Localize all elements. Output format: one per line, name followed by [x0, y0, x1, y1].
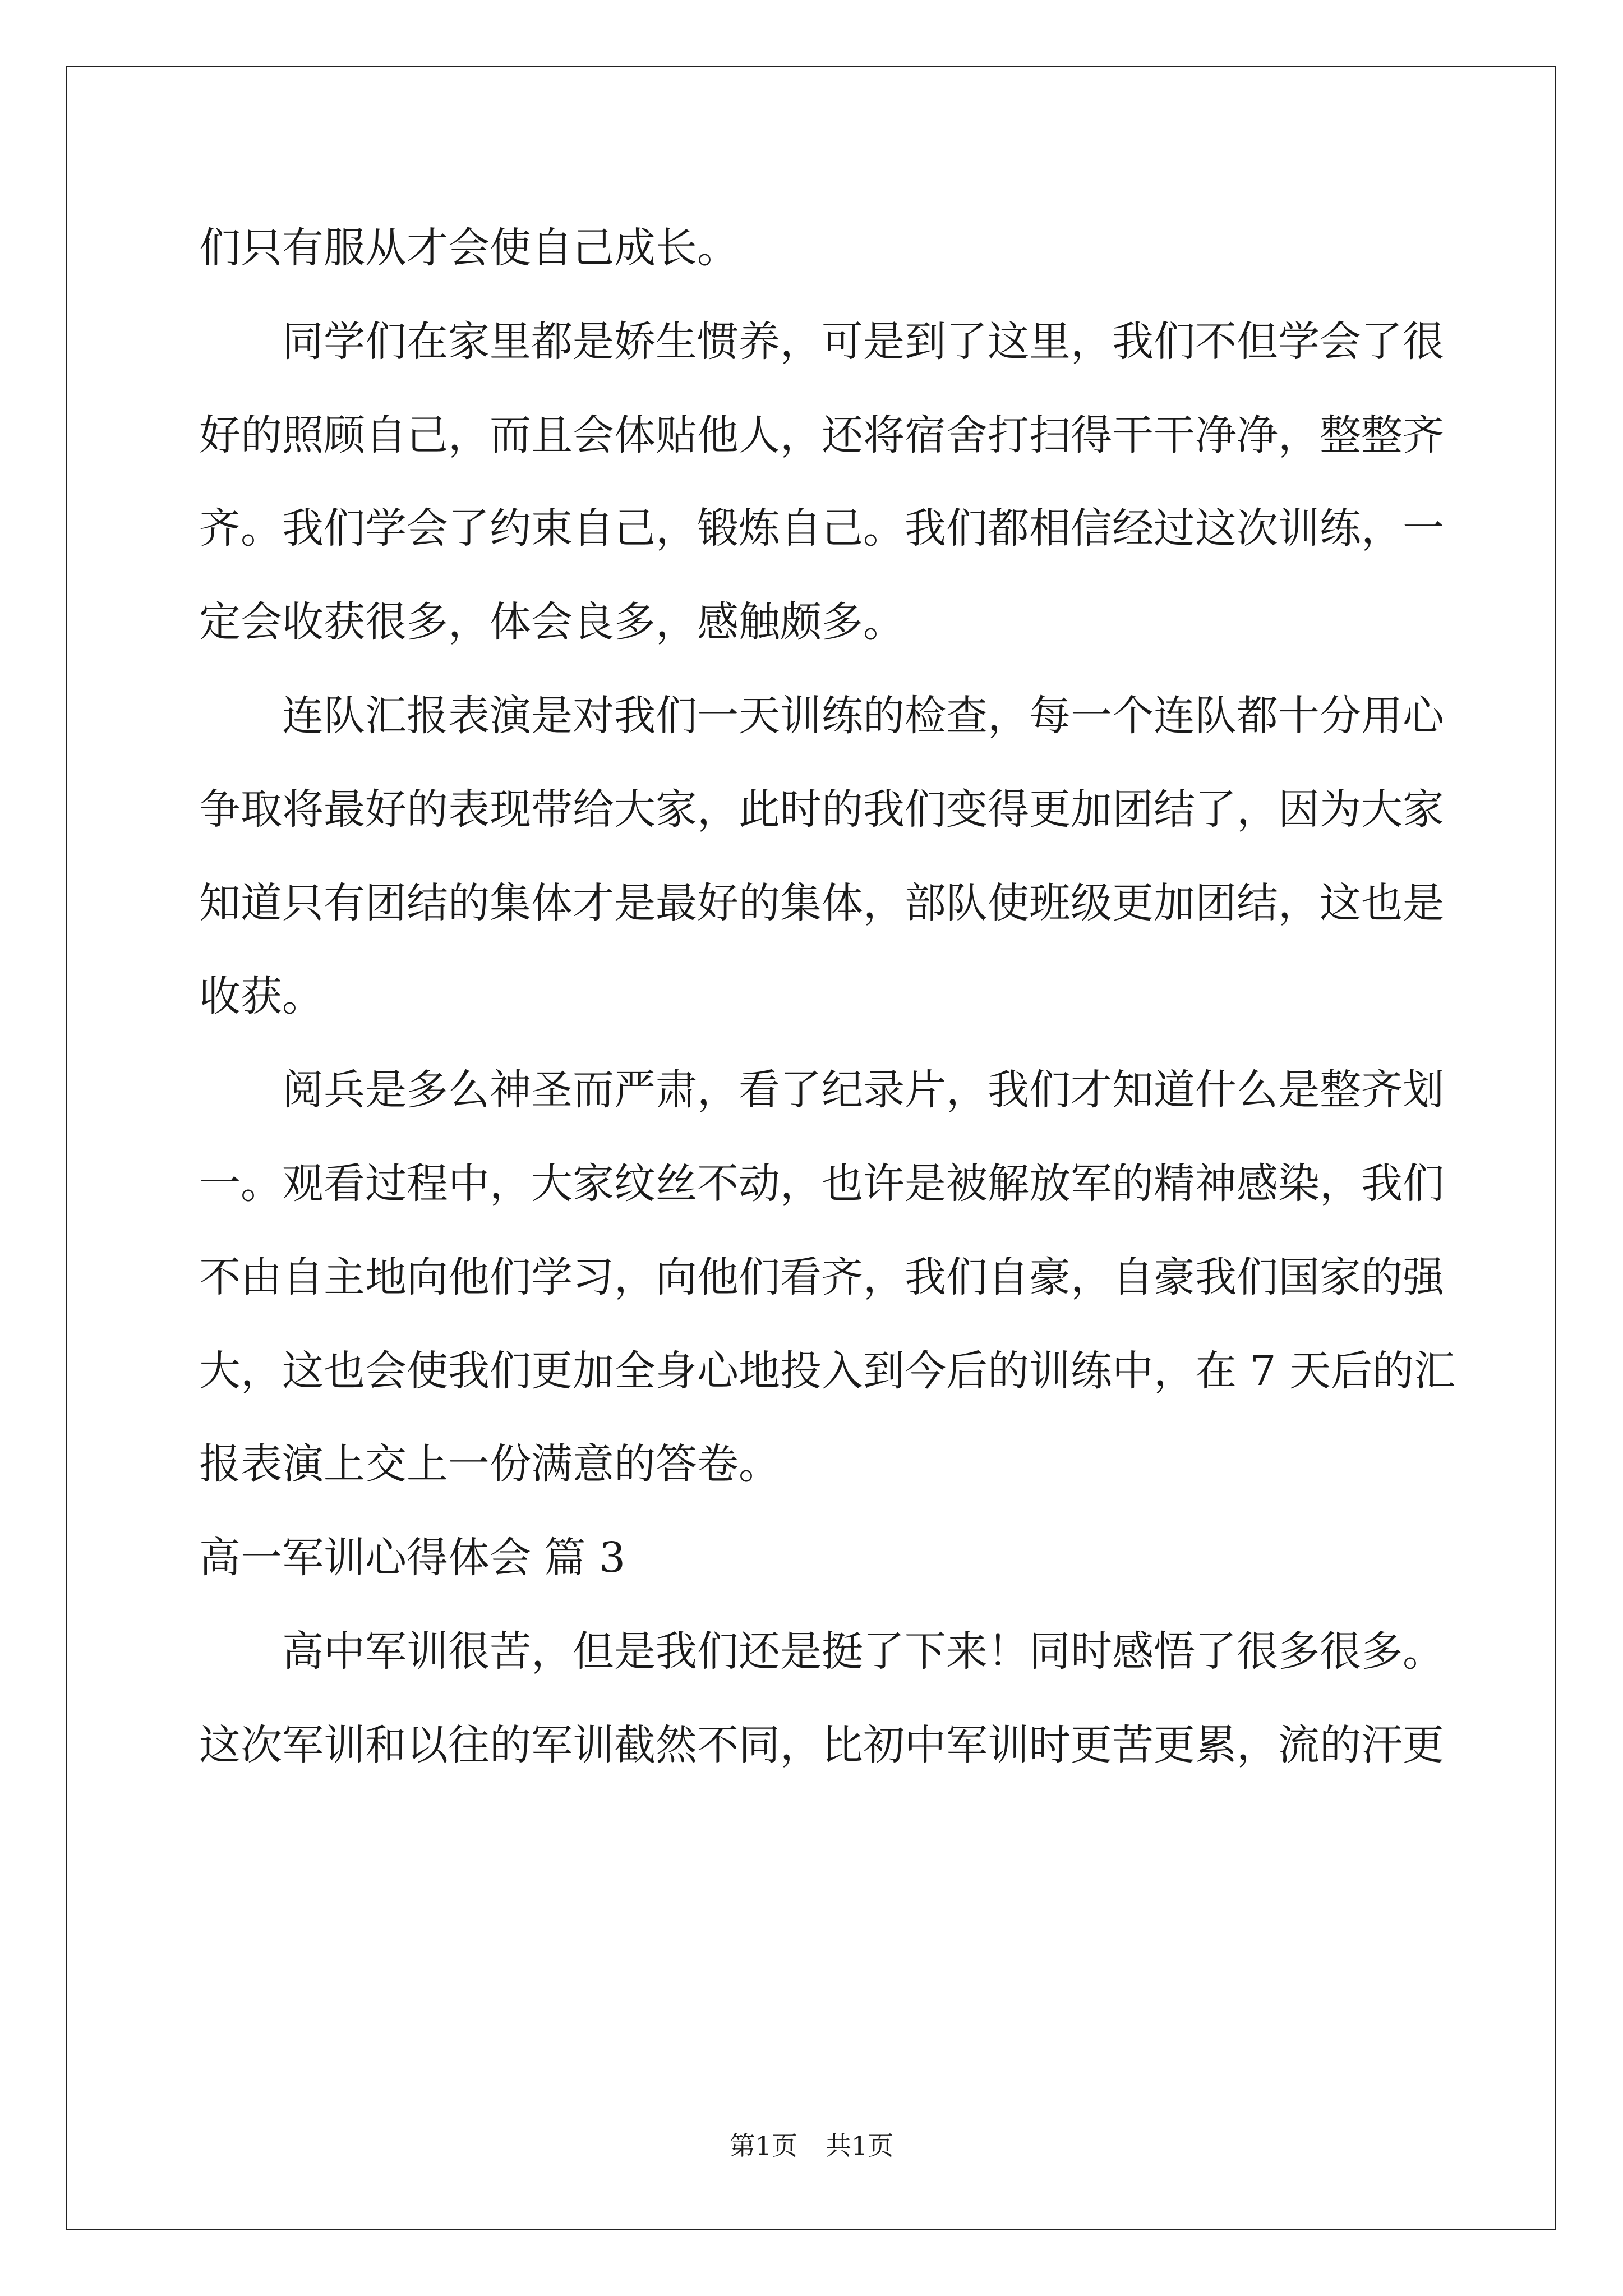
- text-line: 好的照顾自己，而且会体贴他人，还将宿舍打扫得干干净净，整整齐: [199, 411, 1444, 459]
- page-total: 共1页: [826, 2131, 894, 2161]
- paragraph-start-line: 阅兵是多么神圣而严肃，看了纪录片，我们才知道什么是整齐划: [282, 1066, 1444, 1114]
- text-line: 报表演上交上一份满意的答卷。: [199, 1440, 780, 1488]
- text-line: 一。观看过程中，大家纹丝不动，也许是被解放军的精神感染，我们: [199, 1159, 1444, 1208]
- text-line: 们只有服从才会使自己成长。: [199, 224, 739, 272]
- text-line: 这次军训和以往的军训截然不同，比初中军训时更苦更累，流的汗更: [199, 1721, 1444, 1769]
- section-heading: 高一军训心得体会 篇 3: [199, 1534, 626, 1582]
- paragraph-start-line: 同学们在家里都是娇生惯养，可是到了这里，我们不但学会了很: [282, 318, 1444, 366]
- text-line: 收获。: [199, 972, 324, 1020]
- paragraph-start-line: 连队汇报表演是对我们一天训练的检查，每一个连队都十分用心: [282, 692, 1444, 740]
- text-line: 齐。我们学会了约束自己，锻炼自己。我们都相信经过这次训练，一: [199, 504, 1444, 553]
- text-line: 大，这也会使我们更加全身心地投入到今后的训练中，在 7 天后的汇: [199, 1347, 1456, 1395]
- page-number: 第1页: [729, 2131, 797, 2161]
- page-footer: [0, 2129, 1623, 2162]
- text-line: 争取将最好的表现带给大家，此时的我们变得更加团结了，因为大家: [199, 785, 1444, 834]
- paragraph-start-line: 高中军训很苦，但是我们还是挺了下来！同时感悟了很多很多。: [282, 1627, 1444, 1676]
- text-line: 不由自主地向他们学习，向他们看齐，我们自豪，自豪我们国家的强: [199, 1253, 1444, 1301]
- text-line: 定会收获很多，体会良多，感触颇多。: [199, 598, 905, 646]
- text-line: 知道只有团结的集体才是最好的集体，部队使班级更加团结，这也是: [199, 879, 1444, 927]
